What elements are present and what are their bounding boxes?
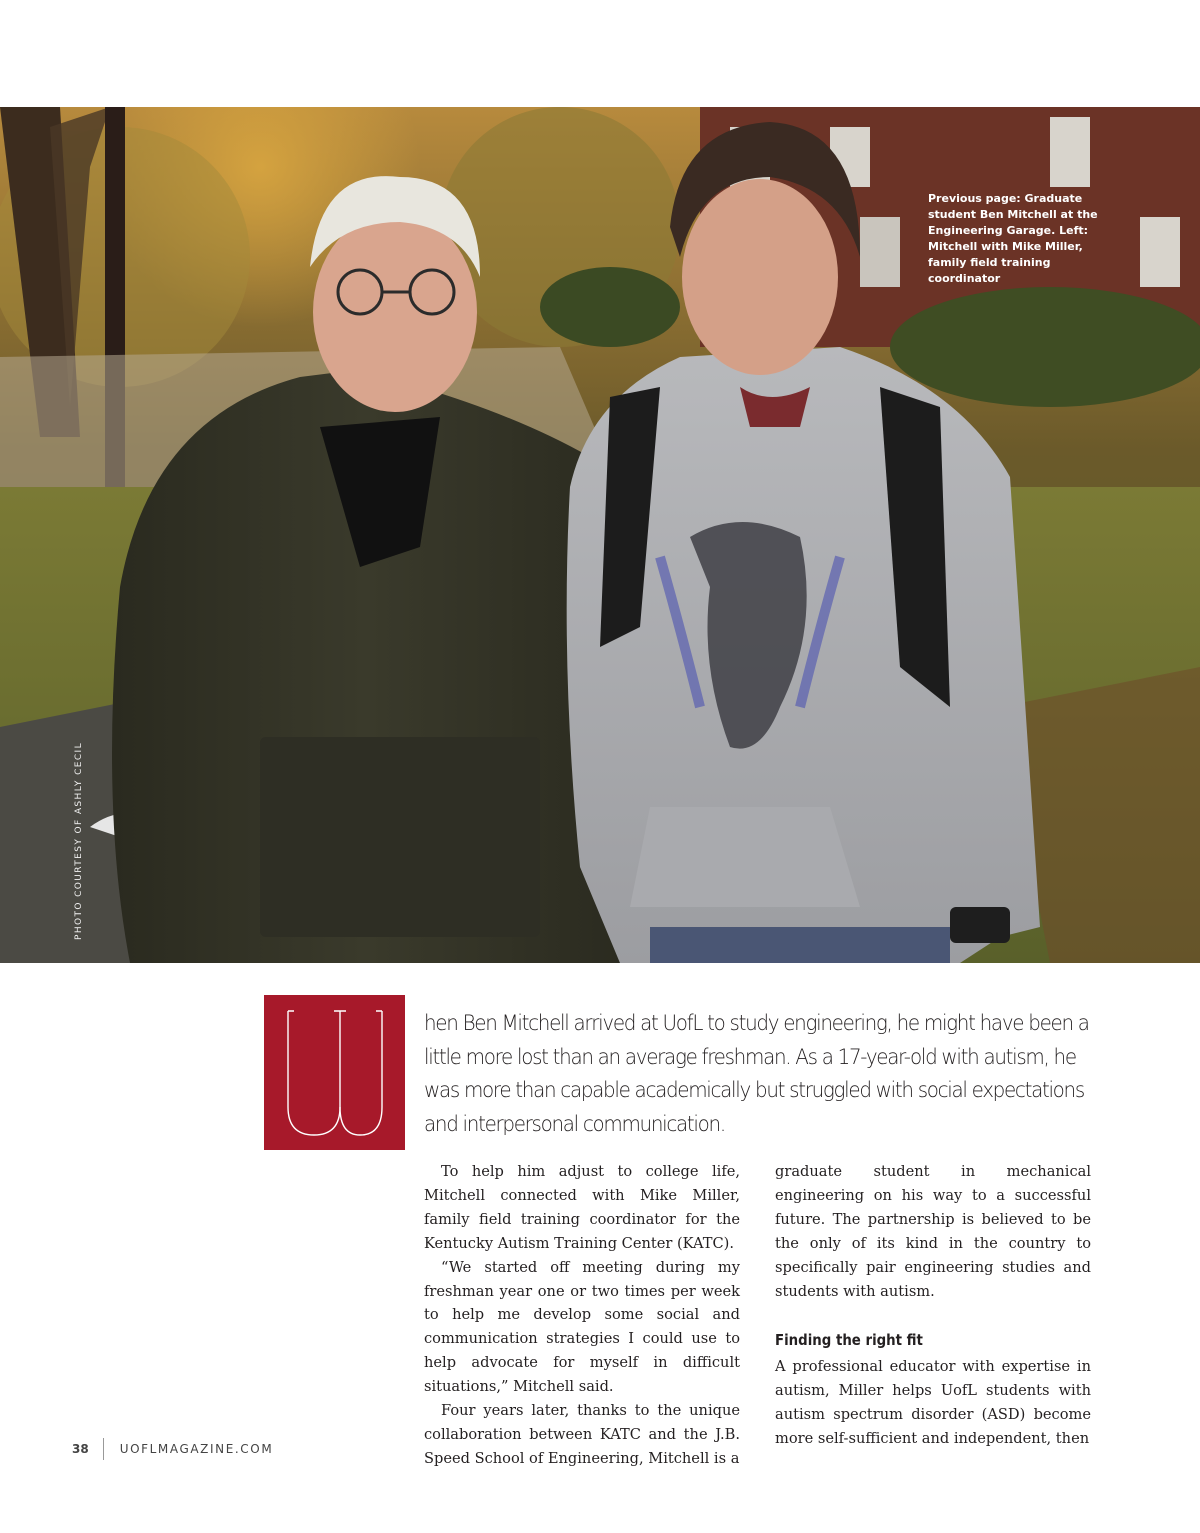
lede-line: and interpersonal communication. [424, 1111, 725, 1137]
photo-credit: PHOTO COURTESY OF ASHLY CECIL [74, 742, 84, 940]
article-lede [424, 1007, 1089, 1141]
body-paragraph: “We started off meeting during my freshman year one or two times per week to help me develop some social and communication strategies I could use to help advocate for myself in difficult situations,” Mitchell said. [424, 1258, 740, 1396]
drop-cap [264, 995, 405, 1150]
footer-site: UOFLMAGAZINE.COM [119, 1442, 274, 1456]
body-column-1 [424, 1160, 740, 1471]
lede-line: hen Ben Mitchell arrived at UofL to study engineering, he might have been a [424, 1011, 1089, 1036]
footer-divider [103, 1438, 104, 1460]
body-paragraph: To help him adjust to college life, Mitchell connected with Mike Miller, family field training coordinator for the Kentucky Autism Training Center (KATC). [424, 1163, 740, 1252]
drop-cap-letter [264, 995, 405, 1150]
section-subhead: Finding the right fit [775, 1331, 923, 1350]
lede-line: little more lost than an average freshman. As a 17-year-old with autism, he [424, 1044, 1076, 1070]
body-paragraph: Four years later, thanks to the unique collaboration between KATC and the J.B. Speed School of Engineering, Mitchell is a [424, 1402, 740, 1467]
page-footer [72, 1438, 273, 1460]
page-number: 38 [72, 1442, 89, 1456]
body-column-2 [775, 1160, 1091, 1451]
lede-line: was more than capable academically but struggled with social expectations [424, 1078, 1084, 1103]
photo-caption: Previous page: Graduate student Ben Mitchell at the Engineering Garage. Left: Mitchell with Mike Miller, family field training coordinator [928, 192, 1098, 285]
body-paragraph: graduate student in mechanical engineering on his way to a successful future. The partnership is believed to be the only of its kind in the country to specifically pair engineering studies and students with autism. [775, 1163, 1091, 1300]
body-paragraph: A professional educator with expertise in autism, Miller helps UofL students with autism spectrum disorder (ASD) become more self-sufficient and independent, then [775, 1358, 1091, 1448]
